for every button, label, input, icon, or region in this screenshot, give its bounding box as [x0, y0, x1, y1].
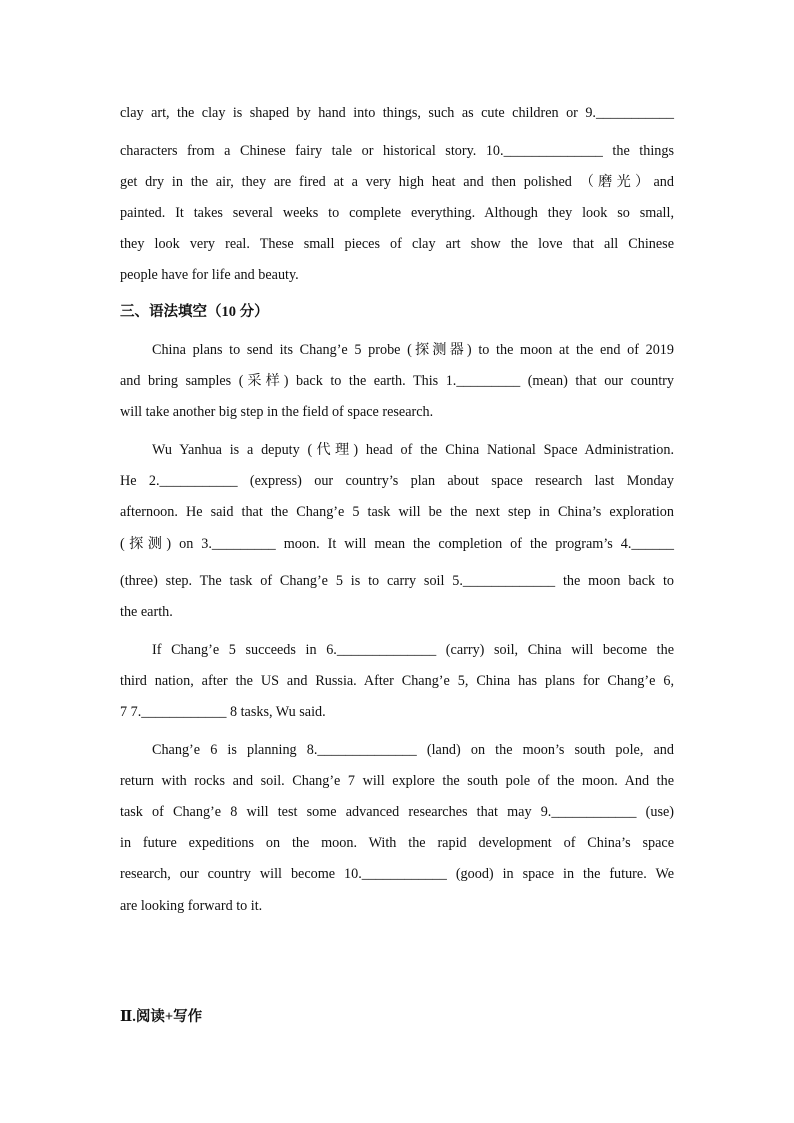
section-heading-grammar: 三、语法填空（10 分）: [120, 304, 269, 320]
passage-line-5: they look very real. These small pieces of clay art show the love that all Chinese: [120, 236, 674, 252]
paragraph-4-line-6: are looking forward to it.: [120, 898, 263, 914]
paragraph-2-line-6: the earth.: [120, 604, 173, 620]
passage-line-4: painted. It takes several weeks to complete everything. Although they look so small,: [120, 205, 674, 221]
paragraph-4-line-1: Chang’e 6 is planning 8.______________ (land) on the moon’s south pole, and: [152, 742, 674, 758]
paragraph-4-line-5: research, our country will become 10.____________ (good) in space in the future. We: [120, 866, 674, 882]
passage-line-1: clay art, the clay is shaped by hand into things, such as cute children or 9.___________: [120, 105, 674, 121]
passage-line-3: get dry in the air, they are fired at a very high heat and then polished （磨光）and: [120, 174, 674, 190]
paragraph-4-line-3: task of Chang’e 8 will test some advanced researches that may 9.____________ (use): [120, 804, 674, 820]
paragraph-1-line-1: China plans to send its Chang’e 5 probe (探测器) to the moon at the end of 2019: [152, 342, 674, 358]
paragraph-3-line-2: third nation, after the US and Russia. After Chang’e 5, China has plans for Chang’e 6,: [120, 673, 674, 689]
paragraph-2-line-5: (three) step. The task of Chang’e 5 is to carry soil 5._____________ the moon back to: [120, 573, 674, 589]
paragraph-2-line-2: He 2.___________ (express) our country’s plan about space research last Monday: [120, 473, 674, 489]
paragraph-4-line-2: return with rocks and soil. Chang’e 7 will explore the south pole of the moon. And the: [120, 773, 674, 789]
paragraph-1-line-2: and bring samples (采样) back to the earth. This 1._________ (mean) that our country: [120, 373, 674, 389]
paragraph-3-line-3: 7 7.____________ 8 tasks, Wu said.: [120, 704, 326, 720]
paragraph-3-line-1: If Chang’e 5 succeeds in 6.______________ (carry) soil, China will become the: [152, 642, 674, 658]
passage-line-6: people have for life and beauty.: [120, 267, 299, 283]
paragraph-2-line-3: afternoon. He said that the Chang’e 5 task will be the next step in China’s exploration: [120, 504, 674, 520]
paragraph-2-line-1: Wu Yanhua is a deputy (代理) head of the China National Space Administration.: [152, 442, 674, 458]
paragraph-4-line-4: in future expeditions on the moon. With the rapid development of China’s space: [120, 835, 674, 851]
paragraph-1-line-3: will take another big step in the field of space research.: [120, 404, 434, 420]
passage-line-2: characters from a Chinese fairy tale or historical story. 10.______________ the things: [120, 143, 674, 159]
section-heading-reading-writing: Ⅱ.阅读+写作: [120, 1009, 203, 1025]
paragraph-2-line-4: (探测) on 3._________ moon. It will mean the completion of the program’s 4.______: [120, 536, 674, 552]
